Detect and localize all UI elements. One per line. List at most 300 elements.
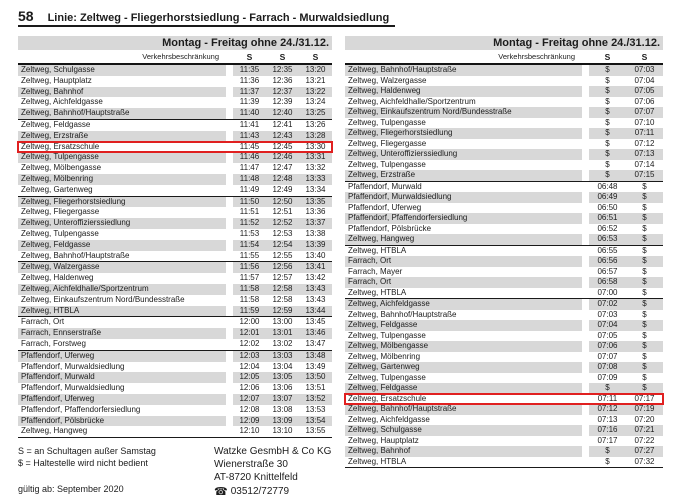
- time-cells: [589, 415, 663, 426]
- not-served-cell: $: [642, 181, 647, 191]
- time-cell: 07:11: [634, 128, 655, 137]
- restriction-label: Verkehrsbeschränkung: [142, 52, 219, 61]
- time-cells: [233, 87, 332, 98]
- time-cell: 11:41: [239, 119, 260, 129]
- time-cells: [589, 299, 663, 310]
- column-gap: [226, 218, 233, 229]
- time-cell: 12:41: [272, 119, 293, 129]
- time-cell: 13:48: [305, 350, 326, 360]
- column-gap: [582, 234, 589, 245]
- time-cells: [589, 107, 663, 118]
- time-cells: [589, 128, 663, 139]
- time-cell: 07:05: [597, 330, 618, 340]
- table-row: [345, 149, 663, 160]
- timetable-midday: [18, 36, 332, 438]
- column-gap: [226, 207, 233, 218]
- not-served-cell: $: [642, 277, 647, 286]
- time-cell: 12:06: [239, 383, 260, 393]
- time-cells: [233, 339, 332, 350]
- stop-name: Zeltweg, Bahnhof/Hauptstraße: [348, 309, 457, 319]
- time-cell: 12:58: [272, 283, 293, 293]
- time-cells: [589, 234, 663, 245]
- column-gap: [226, 328, 233, 339]
- table-row: [18, 394, 332, 405]
- column-gap: [582, 128, 589, 139]
- column-gap: [582, 246, 589, 257]
- table-row-highlighted: [18, 142, 332, 153]
- table-row: [18, 152, 332, 163]
- column-gap: [582, 331, 589, 342]
- column-gap: [226, 152, 233, 163]
- time-cell: 12:01: [239, 328, 260, 338]
- company-phone: 03512/72779: [230, 486, 290, 498]
- table-row: [345, 373, 663, 384]
- column-gap: [582, 86, 589, 97]
- time-cells: [589, 203, 663, 214]
- column-gap: [226, 351, 233, 362]
- column-gap: [226, 262, 233, 273]
- time-cells: [589, 320, 663, 331]
- time-cell: 11:39: [239, 97, 260, 107]
- time-cells: [233, 152, 332, 163]
- time-cell: 07:07: [634, 107, 655, 116]
- column-gap: [226, 87, 233, 98]
- stop-name: Zeltweg, Hauptplatz: [21, 75, 92, 85]
- column-gap: [582, 97, 589, 108]
- stop-name: Zeltweg, Haldenweg: [345, 86, 582, 97]
- time-cell: 13:35: [305, 196, 326, 206]
- time-cell: 07:03: [597, 309, 618, 319]
- column-gap: [226, 295, 233, 306]
- table-row: [18, 120, 332, 131]
- table-row: [18, 65, 332, 76]
- not-served-cell: $: [605, 170, 610, 179]
- time-cell: 13:46: [305, 328, 326, 338]
- table-row: [345, 352, 663, 363]
- time-cell: 07:02: [597, 299, 618, 308]
- time-cells: [233, 131, 332, 142]
- column-gap: [582, 170, 589, 181]
- time-cell: 07:09: [597, 372, 618, 382]
- column-headers: [589, 51, 663, 63]
- time-cell: 07:14: [634, 159, 655, 169]
- line-title: Linie: Zeltweg - Fliegerhorstsiedlung - Farrach - Murwaldsiedlung: [47, 12, 390, 24]
- time-cell: 12:07: [239, 393, 260, 403]
- timetable-morning: [345, 36, 663, 468]
- time-cells: [589, 97, 663, 108]
- time-cells: [589, 65, 663, 76]
- table-row: [345, 277, 663, 288]
- column-gap: [226, 362, 233, 373]
- table-row: [18, 218, 332, 229]
- column-gap: [226, 383, 233, 394]
- stop-name: Zeltweg, Mölbenring: [18, 174, 226, 185]
- time-cells: [233, 218, 332, 229]
- stop-name: Zeltweg, Schulgasse: [345, 425, 582, 436]
- time-cell: 12:51: [272, 207, 293, 217]
- time-cell: 13:43: [305, 283, 326, 293]
- table-row-highlighted: [345, 394, 663, 405]
- column-gap: [226, 76, 233, 87]
- time-cell: 13:24: [305, 97, 326, 107]
- not-served-cell: $: [605, 96, 610, 106]
- time-cells: [233, 317, 332, 328]
- column-gap: [226, 394, 233, 405]
- legend-line-s: S = an Schultagen außer Samstag: [18, 446, 156, 457]
- not-served-cell: $: [605, 65, 610, 74]
- stop-name: Zeltweg, Bahnhof/Hauptstraße: [21, 250, 130, 260]
- time-cell: 11:45: [239, 141, 260, 151]
- column-header-s: S: [279, 52, 286, 62]
- time-cell: 12:02: [239, 338, 260, 348]
- column-gap: [582, 288, 589, 299]
- time-cell: 12:50: [272, 196, 293, 206]
- time-cell: 11:37: [239, 86, 260, 96]
- time-cells: [589, 277, 663, 288]
- time-cell: 11:51: [239, 207, 260, 217]
- not-served-cell: $: [642, 234, 647, 243]
- time-cell: 13:40: [305, 250, 326, 260]
- table-row: [345, 107, 663, 118]
- not-served-cell: $: [605, 117, 610, 127]
- time-cells: [589, 267, 663, 278]
- time-cell: 13:34: [305, 184, 326, 194]
- time-cell: 12:58: [272, 294, 293, 304]
- time-cell: 06:56: [597, 256, 618, 265]
- table-row: [18, 416, 332, 427]
- stop-name: Zeltweg, Tulpengasse: [348, 372, 426, 382]
- time-cell: 13:03: [272, 350, 293, 360]
- column-gap: [582, 107, 589, 118]
- time-cell: 11:50: [239, 196, 260, 206]
- right-column: [345, 36, 663, 468]
- time-cells: [589, 404, 663, 415]
- time-cell: 07:22: [634, 435, 655, 445]
- time-cells: [233, 405, 332, 416]
- time-cells: [233, 120, 332, 131]
- time-cell: 12:46: [272, 152, 293, 162]
- time-cell: 13:01: [272, 328, 293, 338]
- time-cell: 13:25: [305, 108, 326, 118]
- stop-name: Pfaffendorf, Murwald: [18, 372, 226, 383]
- time-cells: [233, 394, 332, 405]
- time-cells: [233, 207, 332, 218]
- table-rows: [345, 65, 663, 468]
- time-cell: 07:17: [597, 435, 618, 445]
- time-cells: [589, 256, 663, 267]
- time-cell: 13:06: [272, 383, 293, 393]
- stop-name: Zeltweg, Hauptplatz: [348, 435, 419, 445]
- column-gap: [582, 203, 589, 214]
- time-cells: [589, 373, 663, 384]
- not-served-cell: $: [642, 256, 647, 265]
- time-cells: [233, 362, 332, 373]
- time-cell: 13:09: [272, 415, 293, 425]
- time-cells: [589, 160, 663, 171]
- stop-name: Zeltweg, HTBLA: [348, 245, 407, 255]
- table-row: [345, 362, 663, 373]
- time-cell: 13:51: [305, 383, 326, 393]
- table-row: [18, 185, 332, 197]
- column-gap: [582, 310, 589, 321]
- table-row: [345, 299, 663, 310]
- table-row: [18, 306, 332, 318]
- table-row: [345, 97, 663, 108]
- table-row: [18, 383, 332, 394]
- time-cell: 11:55: [239, 250, 260, 260]
- not-served-cell: $: [605, 86, 610, 95]
- valid-from: gültig ab: September 2020: [18, 484, 124, 495]
- time-cell: 11:40: [239, 108, 260, 118]
- column-gap: [226, 142, 233, 153]
- stop-name: Zeltweg, Bahnhof/Hauptstraße: [345, 404, 582, 415]
- not-served-cell: $: [642, 362, 647, 371]
- time-cell: 13:45: [305, 317, 326, 327]
- not-served-cell: $: [605, 138, 610, 148]
- table-row: [345, 436, 663, 447]
- time-cells: [589, 352, 663, 363]
- time-cell: 06:51: [597, 213, 618, 222]
- time-cell: 12:03: [239, 350, 260, 360]
- time-cells: [589, 149, 663, 160]
- stop-name: Farrach, Ort: [21, 317, 65, 327]
- column-headers: [233, 51, 332, 63]
- column-gap: [226, 240, 233, 251]
- column-gap: [582, 149, 589, 160]
- table-header-band: Montag - Freitag ohne 24./31.12.: [345, 36, 663, 50]
- time-cells: [589, 139, 663, 150]
- stop-name: Zeltweg, Mölbengasse: [21, 163, 102, 173]
- column-gap: [226, 426, 233, 437]
- table-row: [18, 317, 332, 328]
- table-row: [18, 339, 332, 351]
- not-served-cell: $: [642, 266, 647, 276]
- table-row: [18, 251, 332, 263]
- stop-name: Zeltweg, Ersatzschule: [21, 141, 100, 151]
- column-gap: [226, 251, 233, 262]
- table-row: [345, 182, 663, 193]
- table-row: [345, 128, 663, 139]
- column-gap: [582, 256, 589, 267]
- stop-name: Pfaffendorf, Murwaldsiedlung: [21, 383, 125, 393]
- time-cells: [589, 170, 663, 181]
- table-row: [18, 163, 332, 174]
- table-row: [18, 351, 332, 362]
- column-gap: [226, 339, 233, 350]
- stop-name: Zeltweg, Fliegergasse: [21, 207, 100, 217]
- time-cell: 13:04: [272, 361, 293, 371]
- table-row: [345, 415, 663, 426]
- table-row: [345, 213, 663, 224]
- column-gap: [582, 320, 589, 331]
- column-gap: [582, 383, 589, 394]
- column-gap: [582, 224, 589, 235]
- table-row: [18, 273, 332, 284]
- time-cell: 12:39: [272, 97, 293, 107]
- time-cells: [233, 328, 332, 339]
- stop-name: Zeltweg, Haldenweg: [21, 273, 94, 283]
- stop-name: Zeltweg, Aichfeldgasse: [348, 414, 430, 424]
- table-row: [18, 295, 332, 306]
- time-cell: 12:40: [272, 108, 293, 118]
- stop-name: Farrach, Forstweg: [21, 338, 86, 348]
- time-cell: 13:10: [272, 426, 293, 436]
- time-cells: [233, 240, 332, 251]
- table-row: [345, 425, 663, 436]
- time-cells: [589, 213, 663, 224]
- table-row: [18, 97, 332, 108]
- table-subheader: [18, 50, 332, 65]
- column-gap: [226, 273, 233, 284]
- time-cells: [233, 197, 332, 208]
- table-row: [18, 328, 332, 339]
- stop-name: Zeltweg, Mölbenring: [348, 351, 421, 361]
- time-cell: 07:10: [634, 117, 655, 127]
- column-gap: [582, 415, 589, 426]
- time-cells: [233, 426, 332, 437]
- stop-name: Zeltweg, Mölbengasse: [345, 341, 582, 352]
- stop-name: Zeltweg, Walzergasse: [348, 75, 427, 85]
- time-cell: 11:58: [239, 294, 260, 304]
- time-cells: [233, 65, 332, 76]
- table-row: [345, 404, 663, 415]
- time-cell: 12:45: [272, 141, 293, 151]
- time-cell: 11:49: [239, 184, 260, 194]
- time-cell: 13:20: [305, 65, 326, 74]
- time-cell: 06:49: [597, 192, 618, 201]
- stop-name: Zeltweg, Erzstraße: [345, 170, 582, 181]
- time-cell: 13:22: [305, 86, 326, 96]
- table-row: [18, 262, 332, 273]
- column-gap: [226, 306, 233, 317]
- table-row: [345, 76, 663, 87]
- legend-line-dollar: $ = Haltestelle wird nicht bedient: [18, 458, 148, 469]
- time-cell: 13:38: [305, 228, 326, 238]
- stop-name: Zeltweg, Einkaufszentrum Nord/Bundesstraße: [345, 107, 582, 118]
- not-served-cell: $: [605, 107, 610, 116]
- time-cell: 07:13: [634, 149, 655, 158]
- time-cell: 13:44: [305, 305, 326, 315]
- column-gap: [226, 97, 233, 108]
- timetable-columns: [18, 36, 665, 499]
- not-served-cell: $: [642, 309, 647, 319]
- table-row: [345, 160, 663, 171]
- stop-name: Zeltweg, Feldgasse: [18, 240, 226, 251]
- stop-name: Zeltweg, Aichfeldgasse: [345, 299, 582, 310]
- time-cell: 13:08: [272, 404, 293, 414]
- stop-name: Zeltweg, Unteroffizierssiedlung: [18, 218, 226, 229]
- stop-name: Zeltweg, HTBLA: [348, 287, 407, 297]
- time-cells: [233, 284, 332, 295]
- stop-name: Zeltweg, Tulpengasse: [18, 152, 226, 163]
- column-gap: [582, 182, 589, 193]
- stop-name: Pfaffendorf, Murwaldsiedlung: [21, 361, 125, 371]
- stop-name: Farrach, Mayer: [348, 266, 403, 276]
- table-row: [345, 331, 663, 342]
- time-cells: [233, 163, 332, 174]
- column-gap: [582, 76, 589, 87]
- table-row: [18, 372, 332, 383]
- table-subheader: [345, 50, 663, 65]
- column-gap: [226, 405, 233, 416]
- column-gap: [226, 372, 233, 383]
- time-cell: 12:57: [272, 273, 293, 283]
- time-cells: [233, 229, 332, 240]
- time-cell: 07:20: [634, 414, 655, 424]
- time-cell: 07:27: [634, 446, 655, 455]
- column-header-s: S: [312, 52, 319, 62]
- time-cell: 12:55: [272, 250, 293, 260]
- time-cells: [233, 383, 332, 394]
- time-cell: 13:52: [305, 393, 326, 403]
- time-cell: 07:03: [634, 65, 655, 74]
- stop-name: Pfaffendorf, Pfaffendorfersiedlung: [21, 404, 141, 414]
- column-gap: [226, 197, 233, 208]
- time-cells: [589, 457, 663, 468]
- column-gap: [226, 163, 233, 174]
- time-cell: 13:36: [305, 207, 326, 217]
- time-cell: 12:36: [272, 75, 293, 85]
- time-cells: [233, 97, 332, 108]
- time-cell: 06:52: [597, 223, 618, 233]
- time-cell: 13:05: [272, 372, 293, 382]
- table-row: [345, 320, 663, 331]
- stop-name: Zeltweg, Ersatzschule: [348, 393, 427, 403]
- not-served-cell: $: [642, 245, 647, 255]
- table-row: [345, 224, 663, 235]
- time-cell: 13:00: [272, 317, 293, 327]
- table-row: [345, 288, 663, 300]
- time-cell: 11:46: [239, 152, 260, 162]
- time-cells: [233, 306, 332, 317]
- stop-name: Zeltweg, Bahnhof/Hauptstraße: [345, 65, 582, 76]
- stop-name: Zeltweg, Tulpengasse: [348, 159, 426, 169]
- stop-name: Zeltweg, Fliegerhorstsiedlung: [345, 128, 582, 139]
- stop-name: Zeltweg, Tulpengasse: [348, 117, 426, 127]
- column-gap: [582, 404, 589, 415]
- time-cell: 11:54: [239, 239, 260, 249]
- column-gap: [582, 436, 589, 447]
- time-cell: 07:06: [634, 96, 655, 106]
- stop-name: Zeltweg, Tulpengasse: [348, 330, 426, 340]
- column-gap: [582, 267, 589, 278]
- column-header-s: S: [246, 52, 253, 62]
- column-gap: [582, 394, 589, 405]
- not-served-cell: $: [605, 75, 610, 85]
- time-cell: 13:49: [305, 361, 326, 371]
- stop-name: Zeltweg, Bahnhof: [345, 446, 582, 457]
- stop-name: Pfaffendorf, Uferweg: [348, 202, 422, 212]
- stop-name: Zeltweg, Aichfeldhalle/Sportzentrum: [18, 284, 226, 295]
- line-number: 58: [18, 8, 34, 24]
- time-cell: 11:47: [239, 163, 260, 173]
- column-gap: [582, 192, 589, 203]
- stop-name: Zeltweg, Gartenweg: [345, 362, 582, 373]
- column-gap: [582, 118, 589, 129]
- time-cells: [233, 295, 332, 306]
- not-served-cell: $: [642, 330, 647, 340]
- time-cell: 06:50: [597, 202, 618, 212]
- table-row: [18, 76, 332, 87]
- time-cell: 07:21: [634, 425, 655, 434]
- time-cells: [589, 446, 663, 457]
- time-cell: 07:04: [597, 320, 618, 329]
- time-cell: 12:53: [272, 228, 293, 238]
- table-row: [345, 310, 663, 321]
- time-cell: 12:56: [272, 262, 293, 272]
- time-cell: 07:04: [634, 75, 655, 85]
- time-cell: 13:54: [305, 415, 326, 425]
